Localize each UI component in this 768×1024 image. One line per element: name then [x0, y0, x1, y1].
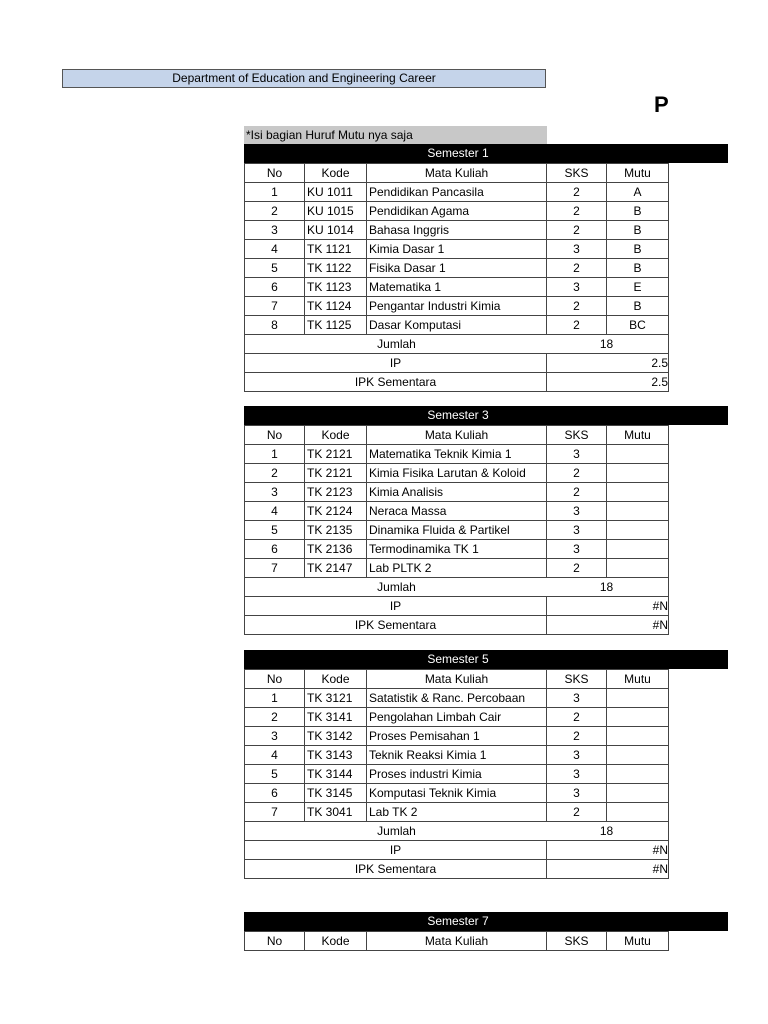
row-mata-kuliah: Lab TK 2 [367, 803, 547, 822]
ipk-row [245, 373, 669, 392]
table-row [245, 784, 669, 803]
table-row [245, 540, 669, 559]
ipk-label: IPK Sementara [245, 616, 547, 635]
row-mutu-input[interactable] [607, 803, 669, 822]
semester-block [244, 650, 728, 879]
jumlah-row [245, 335, 669, 354]
jumlah-cell [245, 578, 669, 597]
row-mutu-input[interactable] [607, 521, 669, 540]
col-mutu-header: Mutu [607, 932, 669, 951]
course-table [244, 425, 669, 635]
jumlah-row [245, 578, 669, 597]
row-no: 5 [245, 521, 305, 540]
ip-row [245, 354, 669, 373]
row-sks: 3 [547, 540, 607, 559]
row-mutu-input[interactable] [607, 784, 669, 803]
row-mutu-input[interactable]: A [607, 183, 669, 202]
row-kode: TK 3141 [305, 708, 367, 727]
row-mata-kuliah: Pendidikan Agama [367, 202, 547, 221]
row-mata-kuliah: Proses Pemisahan 1 [367, 727, 547, 746]
row-sks: 2 [547, 316, 607, 335]
col-kode-header: Kode [305, 164, 367, 183]
col-kode-header: Kode [305, 426, 367, 445]
row-kode: TK 3143 [305, 746, 367, 765]
jumlah-label: Jumlah [377, 336, 416, 351]
row-sks: 2 [547, 559, 607, 578]
table-row [245, 297, 669, 316]
row-mata-kuliah: Kimia Analisis [367, 483, 547, 502]
row-sks: 2 [547, 708, 607, 727]
jumlah-value: 18 [599, 579, 614, 594]
table-row [245, 221, 669, 240]
table-row [245, 464, 669, 483]
row-no: 7 [245, 559, 305, 578]
row-kode: TK 3144 [305, 765, 367, 784]
table-header-row [245, 670, 669, 689]
table-row [245, 502, 669, 521]
table-row [245, 240, 669, 259]
jumlah-cell [245, 335, 669, 354]
col-mutu-header: Mutu [607, 426, 669, 445]
row-mata-kuliah: Dinamika Fluida & Partikel [367, 521, 547, 540]
row-sks: 3 [547, 502, 607, 521]
ip-value: #N [547, 597, 669, 616]
ipk-row [245, 860, 669, 879]
table-row [245, 445, 669, 464]
row-mutu-input[interactable] [607, 540, 669, 559]
table-row [245, 708, 669, 727]
row-no: 6 [245, 784, 305, 803]
row-sks: 2 [547, 483, 607, 502]
ipk-value: #N [547, 616, 669, 635]
row-mutu-input[interactable]: B [607, 240, 669, 259]
col-mata-kuliah-header: Mata Kuliah [367, 426, 547, 445]
table-row [245, 521, 669, 540]
row-mata-kuliah: Pendidikan Pancasila [367, 183, 547, 202]
row-mutu-input[interactable] [607, 559, 669, 578]
department-title: Department of Education and Engineering Career [62, 69, 546, 88]
table-header-row [245, 164, 669, 183]
col-mutu-header: Mutu [607, 670, 669, 689]
row-no: 2 [245, 464, 305, 483]
ipk-value: #N [547, 860, 669, 879]
instruction-note: *Isi bagian Huruf Mutu nya saja [244, 126, 547, 144]
semester-title: Semester 3 [244, 406, 728, 425]
row-mutu-input[interactable]: B [607, 202, 669, 221]
table-row [245, 559, 669, 578]
table-row [245, 746, 669, 765]
jumlah-label: Jumlah [377, 823, 416, 838]
table-header-row [245, 426, 669, 445]
row-mata-kuliah: Matematika 1 [367, 278, 547, 297]
row-sks: 2 [547, 221, 607, 240]
ip-label: IP [245, 841, 547, 860]
row-kode: TK 3041 [305, 803, 367, 822]
row-sks: 3 [547, 765, 607, 784]
row-mata-kuliah: Dasar Komputasi [367, 316, 547, 335]
col-mata-kuliah-header: Mata Kuliah [367, 164, 547, 183]
row-kode: TK 2136 [305, 540, 367, 559]
row-mutu-input[interactable] [607, 765, 669, 784]
table-row [245, 727, 669, 746]
row-mata-kuliah: Lab PLTK 2 [367, 559, 547, 578]
row-no: 3 [245, 727, 305, 746]
row-mutu-input[interactable] [607, 689, 669, 708]
row-no: 3 [245, 221, 305, 240]
col-kode-header: Kode [305, 932, 367, 951]
row-no: 8 [245, 316, 305, 335]
row-kode: TK 1121 [305, 240, 367, 259]
jumlah-label: Jumlah [377, 579, 416, 594]
row-no: 6 [245, 540, 305, 559]
row-kode: TK 2123 [305, 483, 367, 502]
col-no-header: No [245, 932, 305, 951]
course-table [244, 931, 669, 951]
ip-label: IP [245, 354, 547, 373]
jumlah-value: 18 [599, 336, 614, 351]
row-sks: 3 [547, 689, 607, 708]
row-mata-kuliah: Neraca Massa [367, 502, 547, 521]
jumlah-value: 18 [599, 823, 614, 838]
row-kode: TK 1123 [305, 278, 367, 297]
col-sks-header: SKS [547, 164, 607, 183]
row-kode: TK 2147 [305, 559, 367, 578]
table-row [245, 765, 669, 784]
semester-block [244, 406, 728, 635]
row-mutu-input[interactable] [607, 445, 669, 464]
row-kode: TK 3121 [305, 689, 367, 708]
row-no: 4 [245, 240, 305, 259]
table-row [245, 259, 669, 278]
row-mutu-input[interactable]: B [607, 221, 669, 240]
row-kode: TK 3145 [305, 784, 367, 803]
col-mutu-header: Mutu [607, 164, 669, 183]
row-mutu-input[interactable] [607, 708, 669, 727]
col-kode-header: Kode [305, 670, 367, 689]
row-kode: TK 2121 [305, 464, 367, 483]
col-sks-header: SKS [547, 426, 607, 445]
row-sks: 2 [547, 727, 607, 746]
jumlah-row [245, 822, 669, 841]
row-kode: TK 1122 [305, 259, 367, 278]
row-no: 1 [245, 183, 305, 202]
row-sks: 2 [547, 259, 607, 278]
row-mata-kuliah: Kimia Dasar 1 [367, 240, 547, 259]
ip-value: #N [547, 841, 669, 860]
ip-label: IP [245, 597, 547, 616]
row-sks: 3 [547, 521, 607, 540]
row-no: 3 [245, 483, 305, 502]
ipk-value: 2.5 [547, 373, 669, 392]
row-mutu-input[interactable] [607, 483, 669, 502]
ipk-label: IPK Sementara [245, 860, 547, 879]
row-mata-kuliah: Fisika Dasar 1 [367, 259, 547, 278]
row-kode: TK 2121 [305, 445, 367, 464]
ip-value: 2.5 [547, 354, 669, 373]
row-no: 7 [245, 297, 305, 316]
row-kode: TK 2124 [305, 502, 367, 521]
row-mata-kuliah: Pengantar Industri Kimia [367, 297, 547, 316]
ip-row [245, 597, 669, 616]
semester-block [244, 144, 728, 392]
col-sks-header: SKS [547, 932, 607, 951]
col-mata-kuliah-header: Mata Kuliah [367, 670, 547, 689]
ipk-label: IPK Sementara [245, 373, 547, 392]
col-mata-kuliah-header: Mata Kuliah [367, 932, 547, 951]
row-no: 2 [245, 708, 305, 727]
course-table [244, 163, 669, 392]
row-sks: 2 [547, 297, 607, 316]
row-kode: TK 3142 [305, 727, 367, 746]
semester-block [244, 912, 728, 951]
row-kode: TK 2135 [305, 521, 367, 540]
col-sks-header: SKS [547, 670, 607, 689]
row-mata-kuliah: Pengolahan Limbah Cair [367, 708, 547, 727]
row-mata-kuliah: Satatistik & Ranc. Percobaan [367, 689, 547, 708]
row-mata-kuliah: Matematika Teknik Kimia 1 [367, 445, 547, 464]
row-no: 4 [245, 746, 305, 765]
row-mutu-input[interactable] [607, 746, 669, 765]
table-row [245, 278, 669, 297]
row-mata-kuliah: Komputasi Teknik Kimia [367, 784, 547, 803]
row-mutu-input[interactable] [607, 502, 669, 521]
row-kode: KU 1011 [305, 183, 367, 202]
row-mata-kuliah: Proses industri Kimia [367, 765, 547, 784]
row-sks: 3 [547, 278, 607, 297]
table-row [245, 316, 669, 335]
page-title-partial: P [654, 92, 669, 117]
ipk-row [245, 616, 669, 635]
table-row [245, 202, 669, 221]
semester-title: Semester 7 [244, 912, 728, 931]
table-row [245, 803, 669, 822]
row-no: 7 [245, 803, 305, 822]
ip-row [245, 841, 669, 860]
row-sks: 2 [547, 183, 607, 202]
row-kode: TK 1124 [305, 297, 367, 316]
semester-title: Semester 5 [244, 650, 728, 669]
table-row [245, 483, 669, 502]
row-sks: 3 [547, 784, 607, 803]
row-no: 4 [245, 502, 305, 521]
row-kode: KU 1014 [305, 221, 367, 240]
row-kode: TK 1125 [305, 316, 367, 335]
row-sks: 3 [547, 240, 607, 259]
row-no: 2 [245, 202, 305, 221]
row-mata-kuliah: Termodinamika TK 1 [367, 540, 547, 559]
table-row [245, 183, 669, 202]
row-sks: 2 [547, 803, 607, 822]
row-kode: KU 1015 [305, 202, 367, 221]
row-sks: 3 [547, 445, 607, 464]
table-header-row [245, 932, 669, 951]
table-row [245, 689, 669, 708]
row-mata-kuliah: Bahasa Inggris [367, 221, 547, 240]
row-mutu-input[interactable]: B [607, 259, 669, 278]
col-no-header: No [245, 164, 305, 183]
jumlah-cell [245, 822, 669, 841]
row-sks: 3 [547, 746, 607, 765]
row-mutu-input[interactable]: E [607, 278, 669, 297]
row-no: 6 [245, 278, 305, 297]
col-no-header: No [245, 426, 305, 445]
row-no: 1 [245, 689, 305, 708]
row-sks: 2 [547, 202, 607, 221]
row-sks: 2 [547, 464, 607, 483]
row-mutu-input[interactable] [607, 464, 669, 483]
course-table [244, 669, 669, 879]
row-mutu-input[interactable]: BC [607, 316, 669, 335]
row-mata-kuliah: Kimia Fisika Larutan & Koloid [367, 464, 547, 483]
row-no: 5 [245, 765, 305, 784]
row-mutu-input[interactable]: B [607, 297, 669, 316]
row-mata-kuliah: Teknik Reaksi Kimia 1 [367, 746, 547, 765]
semester-title: Semester 1 [244, 144, 728, 163]
row-no: 1 [245, 445, 305, 464]
row-no: 5 [245, 259, 305, 278]
row-mutu-input[interactable] [607, 727, 669, 746]
col-no-header: No [245, 670, 305, 689]
